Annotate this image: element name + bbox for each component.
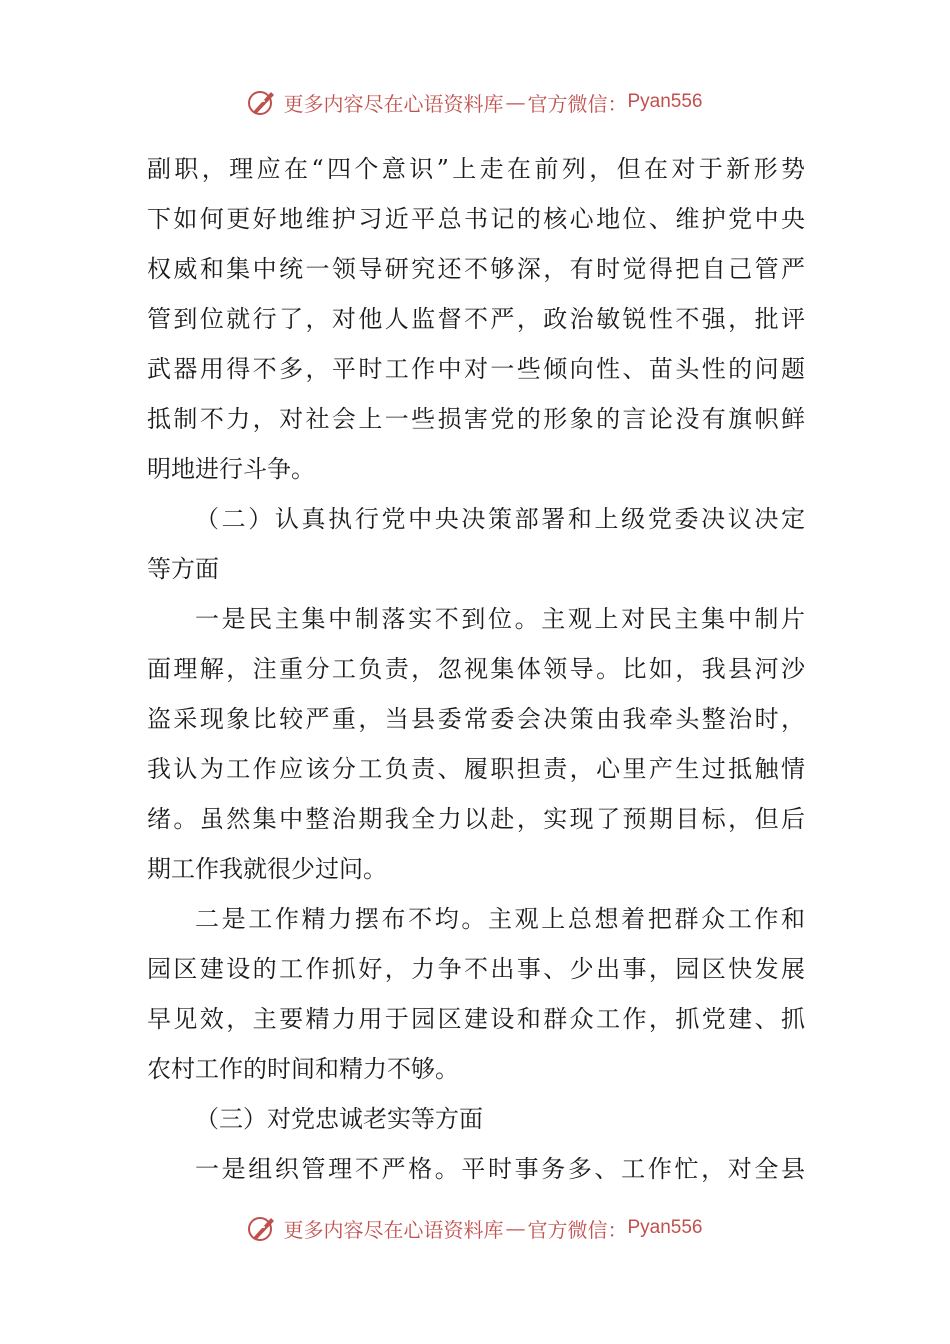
footer-brand-text: 更多内容尽在心语资料库 [283,1217,504,1242]
body-line: 下如何更好地维护习近平总书记的核心地位、维护党中央 [147,205,805,233]
body-line: 绪。虽然集中整治期我全力以赴，实现了预期目标，但后 [147,805,805,833]
header-banner [0,82,950,122]
header-wechat-id: Pyan556 [627,91,703,112]
body-line: 权威和集中统一领导研究还不够深，有时觉得把自己管严 [147,255,805,283]
footer-separator: — [505,1216,526,1240]
body-line: 副职，理应在“四个意识”上走在前列，但在对于新形势 [147,155,805,183]
body-line: 盗采现象比较严重，当县委常委会决策由我牵头整治时， [147,705,805,733]
body-line: 武器用得不多，平时工作中对一些倾向性、苗头性的问题 [147,355,805,383]
header-separator: — [505,90,526,114]
body-line: 抵制不力，对社会上一些损害党的形象的言论没有旗帜鲜 [147,405,805,433]
section-heading: （二）认真执行党中央决策部署和上级党委决议决定 [195,505,805,533]
body-line: 期工作我就很少过问。 [147,855,387,883]
body-line: 面理解，注重分工负责，忽视集体领导。比如，我县河沙 [147,655,805,683]
body-line: 管到位就行了，对他人监督不严，政治敏锐性不强，批评 [147,305,805,333]
body-line: 一是组织管理不严格。平时事务多、工作忙，对全县 [195,1155,805,1183]
section-heading: （三）对党忠诚老实等方面 [195,1105,483,1133]
body-line: 明地进行斗争。 [147,455,315,483]
body-line: 二是工作精力摆布不均。主观上总想着把群众工作和 [195,905,805,933]
footer-wechat-label: 官方微信： [527,1217,628,1242]
header-brand-text: 更多内容尽在心语资料库 [283,91,504,116]
quill-logo-icon [247,87,277,117]
footer-banner [0,1208,950,1248]
header-wechat-label: 官方微信： [527,91,628,116]
body-line: 农村工作的时间和精力不够。 [147,1055,459,1083]
footer-wechat-id: Pyan556 [627,1217,703,1238]
section-heading-cont: 等方面 [147,555,219,583]
body-line: 园区建设的工作抓好，力争不出事、少出事，园区快发展 [147,955,805,983]
body-line: 一是民主集中制落实不到位。主观上对民主集中制片 [195,605,805,633]
body-line: 我认为工作应该分工负责、履职担责，心里产生过抵触情 [147,755,805,783]
quill-logo-icon [247,1213,277,1243]
body-line: 早见效，主要精力用于园区建设和群众工作，抓党建、抓 [147,1005,805,1033]
